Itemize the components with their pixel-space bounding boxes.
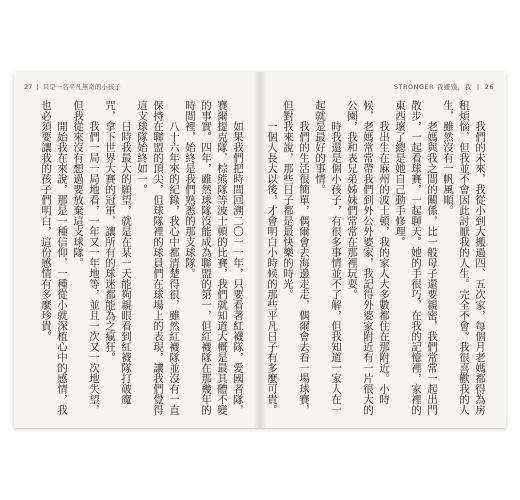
right-page [260,72,506,428]
book-spread [14,72,506,428]
paragraph: 我們一局一局地看，一年又一年地等，並且一次又一次地失望，但我從來沒有想過要放棄這支球隊。 [72,100,100,415]
right-page-header: STRONGER 我雖殘，我 | 26 [393,83,494,91]
paragraph: 開始我在來說，那是一種信仰，一種從小就深植心中的感情，我也必須要讓我的孩子們明白，這份感情有多麼珍貴。 [40,100,68,415]
left-page-body [30,100,246,418]
book-gutter [254,72,266,428]
paragraph: 我們的生活很簡單，偶爾會去海邊走走，偶爾會去看一場球賽，但對我來說，那些日子都是最快樂的時光。 [282,100,310,415]
right-page-number: 26 [484,83,494,91]
paragraph: 如果我們把時間回溯二〇一一年，只要看著紅襪隊，愛國者隊，賽爾提克隊，棕熊隊等波士頓的比賽，我們就知道大概是最具體不變的事實。四年，雖然球隊沒能成為聯盟的第一，但紅襪隊在那幾年的時間裡，始終是我們熟悉的那支球隊。 [184,100,244,415]
paragraph: 八十六年來的紀錄，我心中都清楚得很，雖然紅襪隊並沒有一直保持在聯盟的頂尖，但球隊裡的球員們在球場上的表現，讓我們覺得這支球隊始終如一。 [136,100,180,415]
right-page-title: STRONGER 我雖殘，我 [393,83,472,91]
paragraph: 時我還是個小孩子，有很多事情並不了解，但我知道一家人在一起就是最好的事情。 [314,100,342,415]
left-page-number: 27 [24,83,33,91]
right-page-body [266,100,488,418]
paragraph: 老媽與我之間的關係，比一般母子還要親密，我們常常一起出門散步，一起看球賽，一起聊天。她的手很巧，在我的記憶裡，家裡的東西壞了總是她自己動手修理。 [394,100,438,415]
paragraph: 我們的未來，我從小到大搬過四、五次家，每個月老媽都得為房租煩惱，但我並不會因此討厭我的人生。完全不會。我很喜歡我的人生，雖然沒有一帆風順。 [442,100,486,415]
paragraph: 我出生在麻州的波士頓，我的家人大多數都住在那附近。小時候，老媽常常帶我們到外公外婆家，我記得外婆家附近有一片很大的公園，我和表兄弟姊妹們常常在那裡玩耍。 [346,100,390,415]
paragraph: 日時我最大的願望，就是在某一天能夠親眼看到紅襪隊打破魔咒，拿下世界大賽的冠軍，讓所有的球迷都能為之瘋狂。 [104,100,132,405]
paragraph: 一個人長大以後，才會明白小時候的那些平凡日子有多麼可貴。 [266,121,278,415]
left-page-title: 只是一名平凡無奇的小孩子 [42,83,121,91]
left-page [14,72,260,428]
left-page-header: 27 | 只是一名平凡無奇的小孩子 [24,83,121,91]
